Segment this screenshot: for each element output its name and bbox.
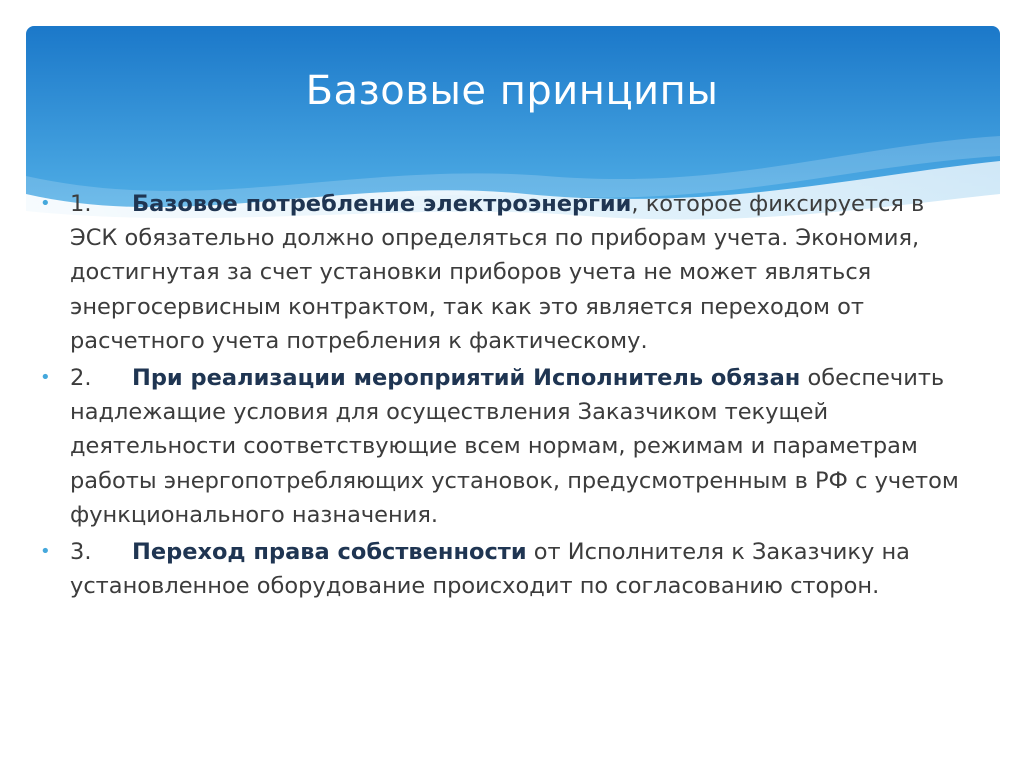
slide-title: Базовые принципы <box>305 68 719 114</box>
list-item <box>0 187 1024 358</box>
item-text: от Исполнителя к Заказчику на установленное оборудование происходит по согласованию сторон. <box>70 539 910 600</box>
item-bold-text: Базовое потребление электроэнергии <box>132 191 632 217</box>
item-number: 3. <box>70 539 92 566</box>
principles-list <box>0 187 1024 606</box>
list-item <box>0 535 1024 603</box>
item-bold-text: При реализации мероприятий Исполнитель обязан <box>132 365 801 392</box>
bullet-icon: • <box>40 367 51 389</box>
bullet-icon: • <box>40 541 51 563</box>
item-number: 1. <box>70 191 92 217</box>
list-item <box>0 361 1024 532</box>
item-number: 2. <box>70 365 92 392</box>
item-bold-text: Переход права собственности <box>132 539 527 566</box>
bullet-icon: • <box>40 193 51 214</box>
item-text: обеспечить надлежащие условия для осуществления Заказчиком текущей деятельности соответствующие всем нормам, режимам и параметрам работы энергопотребляющих установок, предусмотренным в РФ с учетом функционального назначения. <box>70 365 959 528</box>
item-text: , которое фиксируется в ЭСК обязательно должно определяться по приборам учета. Экономия, достигнутая за счет установки приборов учета не может являться энергосервисным контрактом, так как это является переходом от расчетного учета потребления к фактическому. <box>70 191 925 354</box>
